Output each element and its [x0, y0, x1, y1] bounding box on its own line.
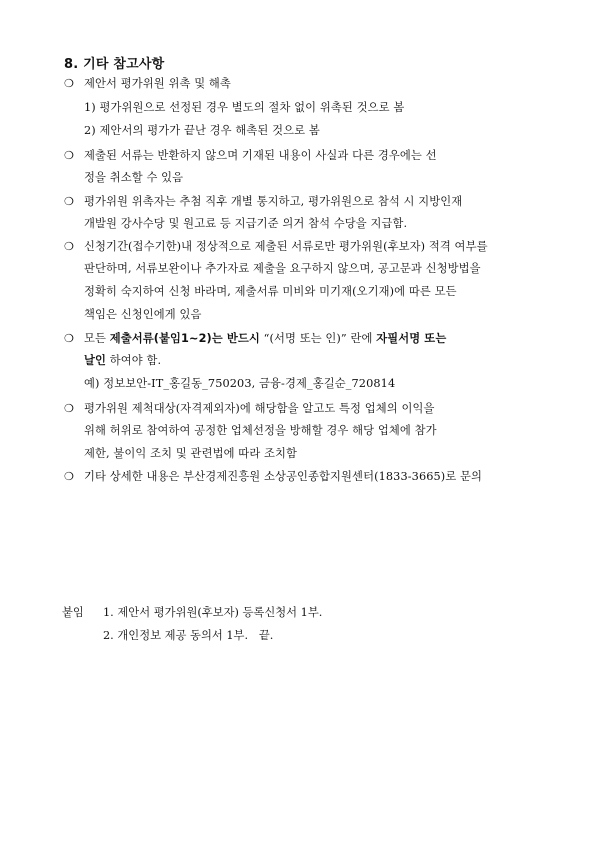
item-continuation: 판단하며, 서류보완이나 추가자료 제출을 요구하지 않으며, 공고문과 신청방법을 [84, 262, 481, 275]
section-heading: 8. 기타 참고사항 [64, 57, 165, 72]
item-text: 모든 [84, 332, 110, 345]
emphasis-text: 자필서명 또는 [376, 332, 447, 345]
circle-bullet-icon: ❍ [64, 332, 74, 345]
emphasis-text: 날인 [84, 354, 107, 367]
circle-bullet-icon: ❍ [64, 240, 74, 253]
circle-bullet-icon: ❍ [64, 195, 74, 208]
item-continuation: 책임은 신청인에게 있음 [84, 308, 202, 321]
item-text: “(서명 또는 인)” 란에 [259, 332, 377, 345]
list-item [64, 237, 544, 257]
list-item [64, 329, 544, 349]
attachment-label: 붙임 [62, 606, 84, 619]
sub-item: 1) 평가위원으로 선정된 경우 별도의 절차 없이 위촉된 것으로 봄 [84, 101, 405, 114]
circle-bullet-icon: ❍ [64, 470, 74, 483]
attachment-text: 2. 개인정보 제공 동의서 1부. [103, 629, 249, 642]
item-continuation: 정확히 숙지하여 신청 바라며, 제출서류 미비와 미기재(오기재)에 따른 모든 [84, 285, 457, 298]
attachment-item [103, 627, 273, 643]
list-item [64, 192, 544, 212]
item-text: 하여야 함. [106, 354, 162, 367]
item-continuation [84, 351, 564, 371]
list-item [64, 467, 544, 487]
end-mark: 끝. [258, 629, 274, 642]
item-text: 평가위원 위촉자는 추첨 직후 개별 통지하고, 평가위원으로 참석 시 지방인재 [84, 195, 463, 208]
list-item [64, 146, 544, 166]
item-text: 평가위원 제척대상(자격제외자)에 해당함을 알고도 특정 업체의 이익을 [84, 402, 435, 415]
item-text: 제출된 서류는 반환하지 않으며 기재된 내용이 사실과 다른 경우에는 선 [84, 149, 437, 162]
circle-bullet-icon: ❍ [64, 402, 74, 415]
emphasis-text: 제출서류(붙임1~2)는 반드시 [109, 332, 260, 345]
circle-bullet-icon: ❍ [64, 149, 74, 162]
list-item [64, 74, 544, 94]
item-continuation: 개발원 강사수당 및 원고료 등 지급기준 의거 참석 수당을 지급함. [84, 217, 408, 230]
list-item [64, 399, 544, 419]
example-text: 예) 정보보안-IT_홍길동_750203, 금융-경제_홍길순_720814 [84, 377, 396, 390]
circle-bullet-icon: ❍ [64, 77, 74, 90]
item-text: 신청기간(접수기한)내 정상적으로 제출된 서류로만 평가위원(후보자) 적격 여부를 [84, 240, 488, 253]
sub-item: 2) 제안서의 평가가 끝난 경우 해촉된 것으로 봄 [84, 124, 320, 137]
attachment-item: 1. 제안서 평가위원(후보자) 등록신청서 1부. [103, 606, 323, 619]
item-text: 제안서 평가위원 위촉 및 해촉 [84, 77, 231, 90]
item-continuation: 위해 허위로 참여하여 공정한 업체선정을 방해할 경우 해당 업체에 참가 [84, 424, 437, 437]
item-text: 기타 상세한 내용은 부산경제진흥원 소상공인종합지원센터(1833-3665)로 문의 [84, 470, 483, 483]
item-continuation: 제한, 불이익 조치 및 관련법에 따라 조치함 [84, 447, 298, 460]
item-continuation: 정을 취소할 수 있음 [84, 171, 184, 184]
